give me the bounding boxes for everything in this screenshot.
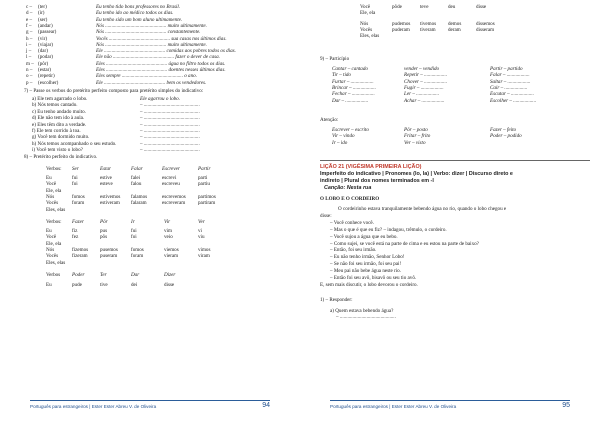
table-cell: Você	[46, 181, 57, 188]
attention-title: Atenção:	[320, 117, 339, 123]
q6-item-letter: p –	[26, 79, 33, 86]
q6-item-text: Eu tenho ido ao médico todos os dias.	[96, 10, 174, 17]
table-cell: puderam	[392, 27, 410, 34]
story-line: – Mas o que é que eu fiz? – indagou, trêmulo, o cordeiro.	[330, 226, 447, 233]
q6-item-letter: n –	[26, 67, 33, 73]
table-cell: Eu	[46, 228, 52, 234]
q1-title: 1) – Responder:	[320, 297, 353, 303]
table-header-cell: Ser	[72, 166, 79, 172]
table-cell: Eu	[46, 175, 52, 181]
q6-item-letter: i –	[26, 41, 32, 48]
table-cell: tive	[100, 282, 108, 288]
table-cell: fiz	[72, 228, 78, 234]
q6-item-verb: (viajar)	[38, 41, 53, 48]
q1-item: a) Quem estava bebendo água?	[330, 308, 394, 314]
q6-item-text: Nós ................................................ muito ultimamente.	[96, 22, 207, 29]
table-cell: Eles, elas	[360, 33, 380, 39]
q6-item-letter: c –	[26, 4, 33, 10]
q6-item-letter: m –	[26, 60, 34, 67]
table-header-cell: Dizer	[164, 272, 176, 278]
table-cell: partiram	[198, 200, 216, 207]
q7-item-answer: – ............................................	[140, 134, 200, 141]
table-cell: falou	[131, 181, 142, 188]
table-cell: falamos	[131, 193, 148, 200]
right-footer	[330, 400, 570, 411]
table-cell: Ele, ela	[46, 187, 62, 194]
section-divider	[320, 160, 590, 161]
table-cell: fui	[72, 175, 78, 181]
participle-entry: Fechar – ..................	[332, 91, 375, 98]
irregular-entry: Escrever – escrito	[332, 127, 369, 133]
table-header-cell: Verbos:	[46, 166, 62, 172]
table-header-cell: Verbos:	[46, 219, 62, 225]
q8-title: 8) – Pretérito perfeito do indicativo.	[24, 154, 98, 160]
table-header-cell: Fazer	[72, 219, 84, 225]
lesson-subtitle-2: indireto | Plural dos nomes terminados em -l	[320, 178, 434, 184]
q7-item-sentence: b) Nós temos cantado.	[32, 102, 78, 109]
left-footer	[30, 400, 270, 411]
table-cell: tiveram	[420, 27, 436, 34]
table-header-cell: Ir	[131, 219, 135, 225]
q6-item-verb: (dar)	[38, 48, 48, 55]
q6-item-verb: (andar)	[38, 22, 53, 29]
q6-item-verb: (passear)	[38, 29, 57, 36]
q6-item-verb: (ser)	[38, 16, 48, 23]
q7-item-answer: – ............................................	[140, 147, 200, 154]
story-line: – Como sujei, se você está na parte de cima e eu estou na parte de baixo?	[330, 240, 479, 247]
q6-item-text: Vocês ................................................ sua casas nos últimos dias.	[96, 35, 227, 42]
table-cell: dissemos	[476, 21, 495, 28]
table-cell: vi	[198, 228, 202, 234]
table-cell: foi	[131, 234, 137, 241]
table-cell: fizeram	[72, 253, 88, 260]
q6-item-verb: (escolher)	[38, 79, 59, 86]
story-line: – Então foi seu avô, bisavô ou seu tio avô.	[330, 275, 417, 281]
participle-entry: Repetir – ..................	[404, 72, 448, 79]
table-cell: pusemos	[100, 246, 118, 253]
q6-item-text: Nós ................................................ constantemente.	[96, 29, 201, 36]
q6-item-letter: d –	[26, 10, 33, 17]
table-header-cell: Falar	[131, 166, 143, 172]
story-line: – Se não foi seu irmão, foi seu pai!	[330, 261, 402, 268]
table-cell: Vocês	[46, 253, 59, 260]
q6-item-letter: l –	[26, 54, 32, 61]
table-cell: estive	[100, 175, 112, 181]
table-cell: Eu	[46, 282, 52, 288]
q6-item-verb: (repetir)	[38, 73, 55, 80]
table-cell: deram	[448, 27, 461, 34]
table-cell: foram	[131, 253, 144, 260]
table-cell: Você	[360, 4, 371, 10]
table-cell: dei	[131, 282, 138, 288]
table-cell: pôs	[100, 234, 108, 241]
q6-item-verb: (pôr)	[38, 60, 49, 67]
irregular-entry: Ver – visto	[404, 139, 426, 146]
q6-item-letter: j –	[26, 48, 32, 55]
q7-title: 7) – Passe os verbos do pretérito perfeito composto para pretérito simples do indicativo:	[24, 88, 204, 94]
table-cell: Nós	[46, 246, 55, 253]
right-page	[300, 0, 600, 424]
q7-item-sentence: g) Você tem dormido muito.	[32, 134, 90, 141]
q7-item-answer: – ............................................	[140, 102, 200, 109]
participle-entry: Escolher – ..................	[490, 97, 537, 104]
story-line: disse:	[320, 212, 332, 219]
q7-item-answer: – ............................................	[140, 115, 200, 122]
song-label: Canção: Nesta rua	[324, 185, 372, 191]
table-cell: demos	[448, 21, 462, 28]
table-header-cell: Pôr	[100, 219, 108, 225]
right-page-number: 95	[562, 402, 570, 409]
irregular-entry: Fazer – feito	[490, 127, 517, 133]
q6-item-text: Ele não ................................................ fazer o dever de casa.	[96, 54, 220, 61]
table-cell: estivemos	[100, 193, 121, 200]
table-cell: escreveram	[162, 200, 186, 207]
table-cell: falei	[131, 175, 141, 181]
table-cell: Ele, ela	[360, 9, 376, 16]
table-cell: tivemos	[420, 21, 437, 28]
q7-item-sentence: i) Você tem visto o lobo?	[32, 147, 83, 154]
table-header-cell: Dar	[131, 272, 140, 278]
table-cell: fizemos	[72, 246, 89, 253]
q6-item-letter: e –	[26, 16, 33, 23]
table-cell: fomos	[72, 193, 85, 200]
table-cell: Eles, elas	[46, 259, 66, 266]
table-cell: Ele, ela	[46, 240, 62, 247]
table-cell: esteve	[100, 181, 113, 188]
participle-entry: Tir – tido	[332, 72, 351, 79]
table-header-cell: Escrever	[162, 166, 180, 172]
q7-item-sentence: a) Ele tem agarrado o lobo.	[32, 96, 88, 102]
q7-item-sentence: d) Ele não tem ido à aula.	[32, 115, 85, 122]
q6-item-text: Nós ................................................ muito ultimamente.	[96, 41, 207, 48]
table-cell: vieram	[164, 253, 179, 260]
participle-entry: Achar – ..................	[404, 97, 445, 104]
table-cell: falaram	[131, 200, 147, 207]
table-cell: foram	[72, 200, 85, 207]
irregular-entry: Pôr – posto	[404, 127, 428, 133]
participle-entry: Cantar – cantado	[332, 66, 368, 72]
q6-item-verb: (ir)	[38, 10, 45, 17]
table-cell: foi	[72, 181, 78, 188]
irregular-entry: Vir – vindo	[332, 133, 355, 140]
table-header-cell: Ter	[100, 272, 107, 278]
participle-entry: Cair – ..................	[490, 84, 528, 91]
story-line: – Você conhece você.	[330, 219, 374, 226]
table-cell: viram	[198, 253, 210, 260]
q7-item-sentence: f) Ele tem corrido à toa.	[32, 128, 81, 134]
table-cell: disseram	[476, 27, 495, 34]
table-cell: fez	[72, 234, 79, 241]
table-cell: partimos	[198, 193, 216, 200]
q7-item-answer: – ............................................	[140, 128, 200, 134]
table-cell: viu	[198, 234, 205, 241]
table-cell: Você	[46, 234, 57, 241]
q6-item-letter: f –	[26, 22, 32, 29]
irregular-entry: Fritar – frito	[404, 133, 431, 140]
q6-item-text: Ele ................................................ comidas aos pobres todos os dias.	[96, 48, 236, 55]
q6-item-verb: (vir)	[38, 35, 48, 42]
story-line: – Você sujou a água que eu bebo.	[330, 233, 398, 240]
table-cell: escreveu	[162, 181, 180, 188]
q6-item-text: Eu tenho sido um bom aluno ultimamente.	[96, 16, 183, 23]
table-cell: fomos	[131, 246, 144, 253]
participle-entry: Falar – ..................	[490, 72, 530, 79]
q7-item-answer: – ............................................	[140, 121, 200, 128]
left-page-number: 94	[262, 402, 270, 409]
story-line: – Eu não tenho irmão, Senhor Lobo!	[330, 254, 405, 261]
table-header-cell: Ver	[198, 219, 205, 225]
table-cell: Vocês	[360, 27, 373, 34]
table-cell: pude	[72, 282, 82, 288]
table-cell: Nós	[46, 193, 55, 200]
participle-entry: Dar – ..................	[332, 97, 369, 104]
participle-entry: Chover – ..................	[404, 78, 448, 85]
q6-item-letter: g –	[26, 29, 33, 36]
table-cell: pôde	[392, 4, 402, 10]
table-cell: puseram	[100, 253, 118, 260]
table-header-cell: Partir	[198, 166, 211, 172]
table-cell: pudemos	[392, 21, 411, 28]
q6-item-letter: h –	[26, 35, 33, 42]
table-cell: estiveram	[100, 200, 120, 207]
q6-item-text: Eles sempre ................................................ o ano.	[96, 73, 197, 80]
table-cell: parti	[198, 175, 208, 181]
q6-item-text: Ele ................................................ bem os vendedores.	[96, 79, 207, 86]
table-cell: vim	[164, 228, 172, 234]
table-header-cell: Estar	[100, 166, 112, 172]
table-header-cell: Poder	[72, 272, 85, 278]
table-cell: Nós	[360, 21, 369, 28]
irregular-entry: Ir – ido	[332, 139, 348, 146]
participle-entry: Ler – ..................	[404, 91, 440, 98]
right-footer-text: Português para estrangeiros | Ester Ester Abreu V. de Oliveira	[330, 404, 457, 409]
participle-entry: Partir – partido	[490, 66, 523, 72]
q9-title: 9) – Particípio	[320, 56, 350, 62]
table-header-cell: Vir	[164, 219, 171, 225]
table-cell: escrevi	[162, 175, 177, 181]
irregular-entry: Poder – podido	[490, 133, 522, 140]
lesson-title: LIÇÃO 21 (VIGÉSIMA PRIMEIRA LIÇÃO)	[320, 164, 422, 170]
participle-entry: Saltar – ..................	[490, 78, 531, 85]
story-line: – Então, foi seu irmão.	[330, 247, 377, 254]
q7-item-answer: – ............................................	[140, 140, 200, 147]
q7-item-answer: Ele agarrou o lobo.	[140, 96, 180, 102]
q1-blank: – ............................................	[336, 314, 396, 320]
table-cell: disse	[164, 282, 175, 288]
q7-item-sentence: e) Eles têm dito a verdade.	[32, 121, 87, 128]
story-line: – Meu pai não bebe água neste rio.	[330, 268, 402, 275]
table-cell: veio	[164, 234, 173, 241]
lesson-subtitle-1: Imperfeito do indicativo | Pronomes (lo, la) | Verbo: dizer | Discurso direto e	[320, 171, 513, 177]
table-cell: vimos	[198, 246, 211, 253]
table-cell: disse	[476, 4, 487, 10]
q6-item-text: Eles ................................................ doentes nesses últimos dias.	[96, 67, 226, 73]
table-cell: teve	[420, 4, 429, 10]
participle-entry: Fugir – ..................	[404, 84, 444, 91]
q6-item-verb: (estar)	[38, 67, 52, 73]
table-cell: pus	[100, 228, 108, 234]
table-cell: deu	[448, 4, 456, 10]
participle-entry: Brincar – ..................	[332, 84, 376, 91]
q6-item-verb: (ter)	[38, 4, 47, 10]
q7-item-sentence: c) Eu tenho andado muito.	[32, 108, 86, 115]
table-cell: Eles, elas	[46, 206, 66, 213]
q6-item-verb: (podar)	[38, 54, 53, 61]
table-cell: viemos	[164, 246, 179, 253]
story-line: O cordeirinho estava tranquilamente bebendo água no rio, quando o lobo chegou e	[338, 206, 507, 212]
q6-item-letter: o –	[26, 73, 33, 80]
q7-item-answer: – ............................................	[140, 108, 200, 115]
story-title: O LOBO E O CORDEIRO	[320, 196, 380, 202]
table-cell: fui	[131, 228, 137, 234]
q6-item-text: Eles ................................................ água no filtro todos os dias.	[96, 60, 226, 67]
q6-item-text: Eu tenho tido bons professores no Brasil.	[96, 4, 181, 10]
participle-entry: vender – vendido	[404, 66, 440, 72]
participle-entry: Furtar – ..................	[332, 78, 374, 85]
table-header-cell: Verbos	[46, 272, 61, 278]
q7-item-sentence: h) Nós temos acompanhado o seu estudo.	[32, 140, 117, 147]
table-cell: escrevemos	[162, 193, 186, 200]
participle-entry: Escutar – ..................	[490, 91, 534, 98]
story-line: E, sem mais discutir, o lobo devorou o cordeiro.	[320, 281, 418, 288]
table-cell: partiu	[198, 181, 210, 188]
table-cell: Vocês	[46, 200, 59, 207]
left-footer-text: Português para estrangeiros | Ester Ester Abreu V. de Oliveira	[30, 404, 157, 409]
